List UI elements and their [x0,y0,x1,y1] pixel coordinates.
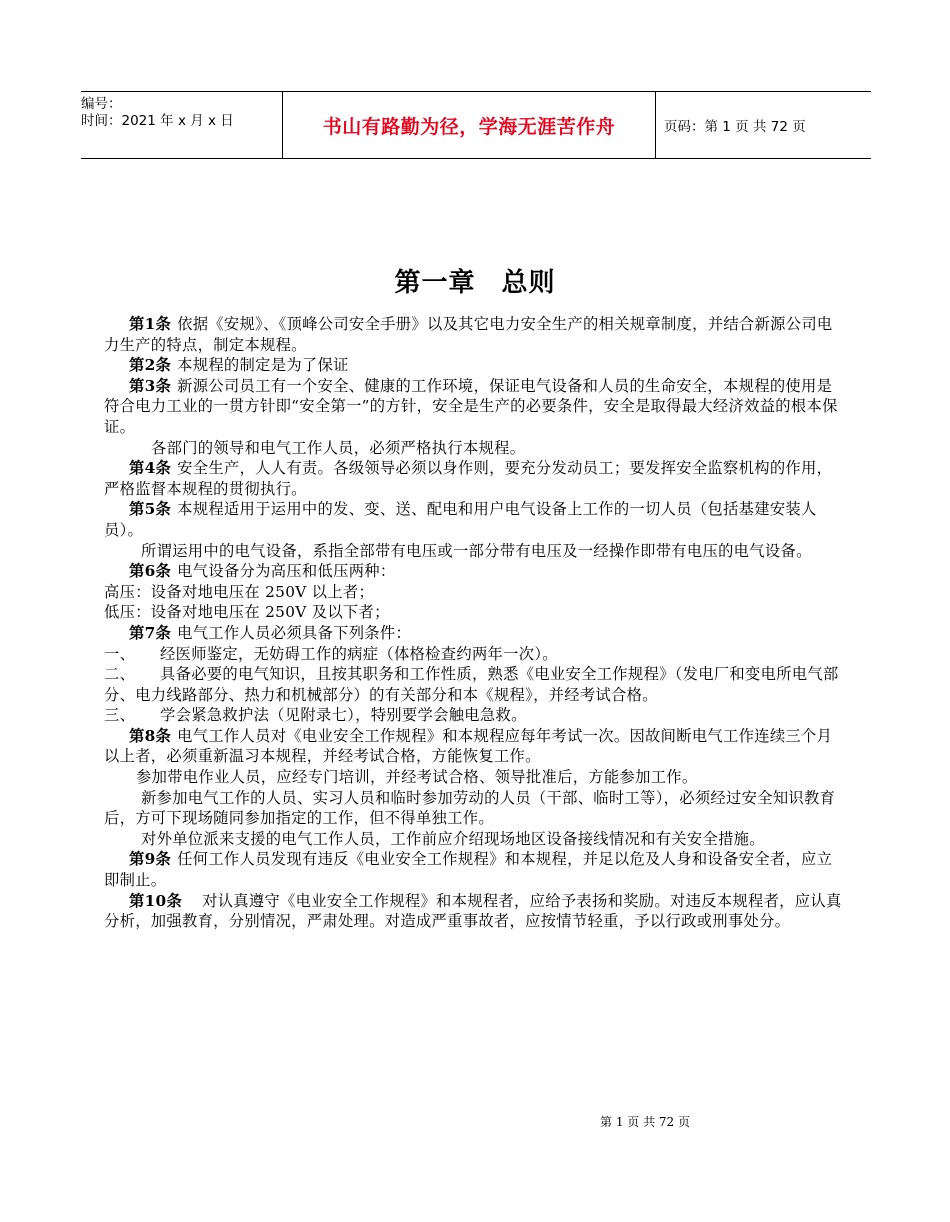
article-label: 第7条 [129,623,172,642]
header-page-info: 页码：第 1 页 共 72 页 [664,119,806,135]
article-label: 第2条 [129,356,172,375]
article-text: 对认真遵守《电业安全工作规程》和本规程者，应给予表扬和奖励。对违反本规程者，应认真分析，加强教育，分别情况，严肃处理。对造成严重事故者，应按情节轻重，予以行政或刑事处分。 [104,891,842,931]
article-9 [104,849,844,890]
chapter-name: 总则 [501,268,556,298]
article-5 [104,499,844,540]
list-text: 学会紧急救护法（见附录七），特别要学会触电急救。 [160,706,527,725]
article-6 [104,561,844,582]
article-text: 电气设备分为高压和低压两种： [177,562,396,581]
article-3 [104,376,844,438]
list-number: 一、 [104,644,136,663]
article-2 [104,355,844,376]
article-label: 第1条 [129,315,172,333]
time-label: 时间：2021 年 x 月 x 日 [81,113,234,129]
list-text: 经医师鉴定，无妨碍工作的病症（体格检查约两年一次）。 [160,644,558,663]
header-meta-cell [81,92,282,158]
article-10 [104,891,844,932]
list-number: 三、 [104,706,136,725]
article-7-item-1 [104,644,844,665]
article-7 [104,623,844,644]
list-number: 二、 [104,665,136,684]
number-label: 编号： [81,96,122,112]
article-label: 第5条 [129,500,172,519]
article-text: 电气工作人员必须具备下列条件： [177,623,412,642]
article-text: 安全生产，人人有责。各级领导必须以身作则，要充分发动员工；要发挥安全监察机构的作用，严格监督本规程的贯彻执行。 [104,459,833,498]
article-text: 本规程适用于运用中的发、变、送、配电和用户电气设备上工作的一切人员（包括基建安装人员）。 [104,500,817,539]
article-label: 第3条 [129,376,172,395]
article-3-extra: 各部门的领导和电气工作人员，必须严格执行本规程。 [151,438,526,457]
article-text: 新源公司员工有一个安全、健康的工作环境，保证电气设备和人员的生命安全，本规程的使用是符合电力工业的一贯方针即“安全第一”的方针，安全是生产的必要条件，安全是取得最大经济效益的根本保证。 [104,376,838,436]
article-7-item-2 [104,664,844,705]
article-8-extra-2: 新参加电气工作的人员、实习人员和临时参加劳动的人员（干部、临时工等），必须经过安全知识教育后，方可下现场随同参加指定的工作，但不得单独工作。 [104,788,836,828]
article-label: 第8条 [129,726,172,745]
article-4 [104,458,844,499]
document-body [104,314,844,932]
chapter-title [0,262,950,299]
article-6-high-voltage: 高压：设备对地电压在 250V 以上者； [104,582,375,601]
article-text: 任何工作人员发现有违反《电业安全工作规程》和本规程，并足以危及人身和设备安全者，应立即制止。 [104,850,833,890]
article-text: 电气工作人员对《电业安全工作规程》和本规程应每年考试一次。因故间断电气工作连续三个月以上者，必须重新温习本规程，并经考试合格，方能恢复工作。 [104,726,833,766]
article-label: 第10条 [129,891,183,910]
chapter-number: 第一章 [394,268,476,298]
header-motto: 书山有路勤为径，学海无涯苦作舟 [282,92,656,158]
article-8-extra-1: 参加带电作业人员，应经专门培训，并经考试合格、领导批准后，方能参加工作。 [136,768,698,787]
article-text: 本规程的制定是为了保证 [177,356,349,375]
page-header-table [81,91,871,159]
article-7-item-3 [104,705,844,726]
article-label: 第6条 [129,562,172,581]
article-8-extra-3: 对外单位派来支援的电气工作人员，工作前应介绍现场地区设备接线情况和有关安全措施。 [141,829,765,848]
article-6-low-voltage: 低压：设备对地电压在 250V 及以下者； [104,603,390,622]
article-1 [104,314,844,355]
article-label: 第9条 [129,850,172,869]
list-text: 具备必要的电气知识，且按其职务和工作性质，熟悉《电业安全工作规程》（发电厂和变电所电气部分、电力线路部分、热力和机械部分）的有关部分和本《规程》，并经考试合格。 [104,665,839,704]
article-8 [104,726,844,767]
article-5-extra: 所谓运用中的电气设备，系指全部带有电压或一部分带有电压及一经操作即带有电压的电气设备。 [141,541,812,560]
article-text: 依据《安规》、《顶峰公司安全手册》以及其它电力安全生产的相关规章制度，并结合新源公司电力生产的特点，制定本规程。 [104,315,833,354]
page-footer: 第 1 页 共 72 页 [600,1115,690,1129]
article-label: 第4条 [129,459,172,478]
